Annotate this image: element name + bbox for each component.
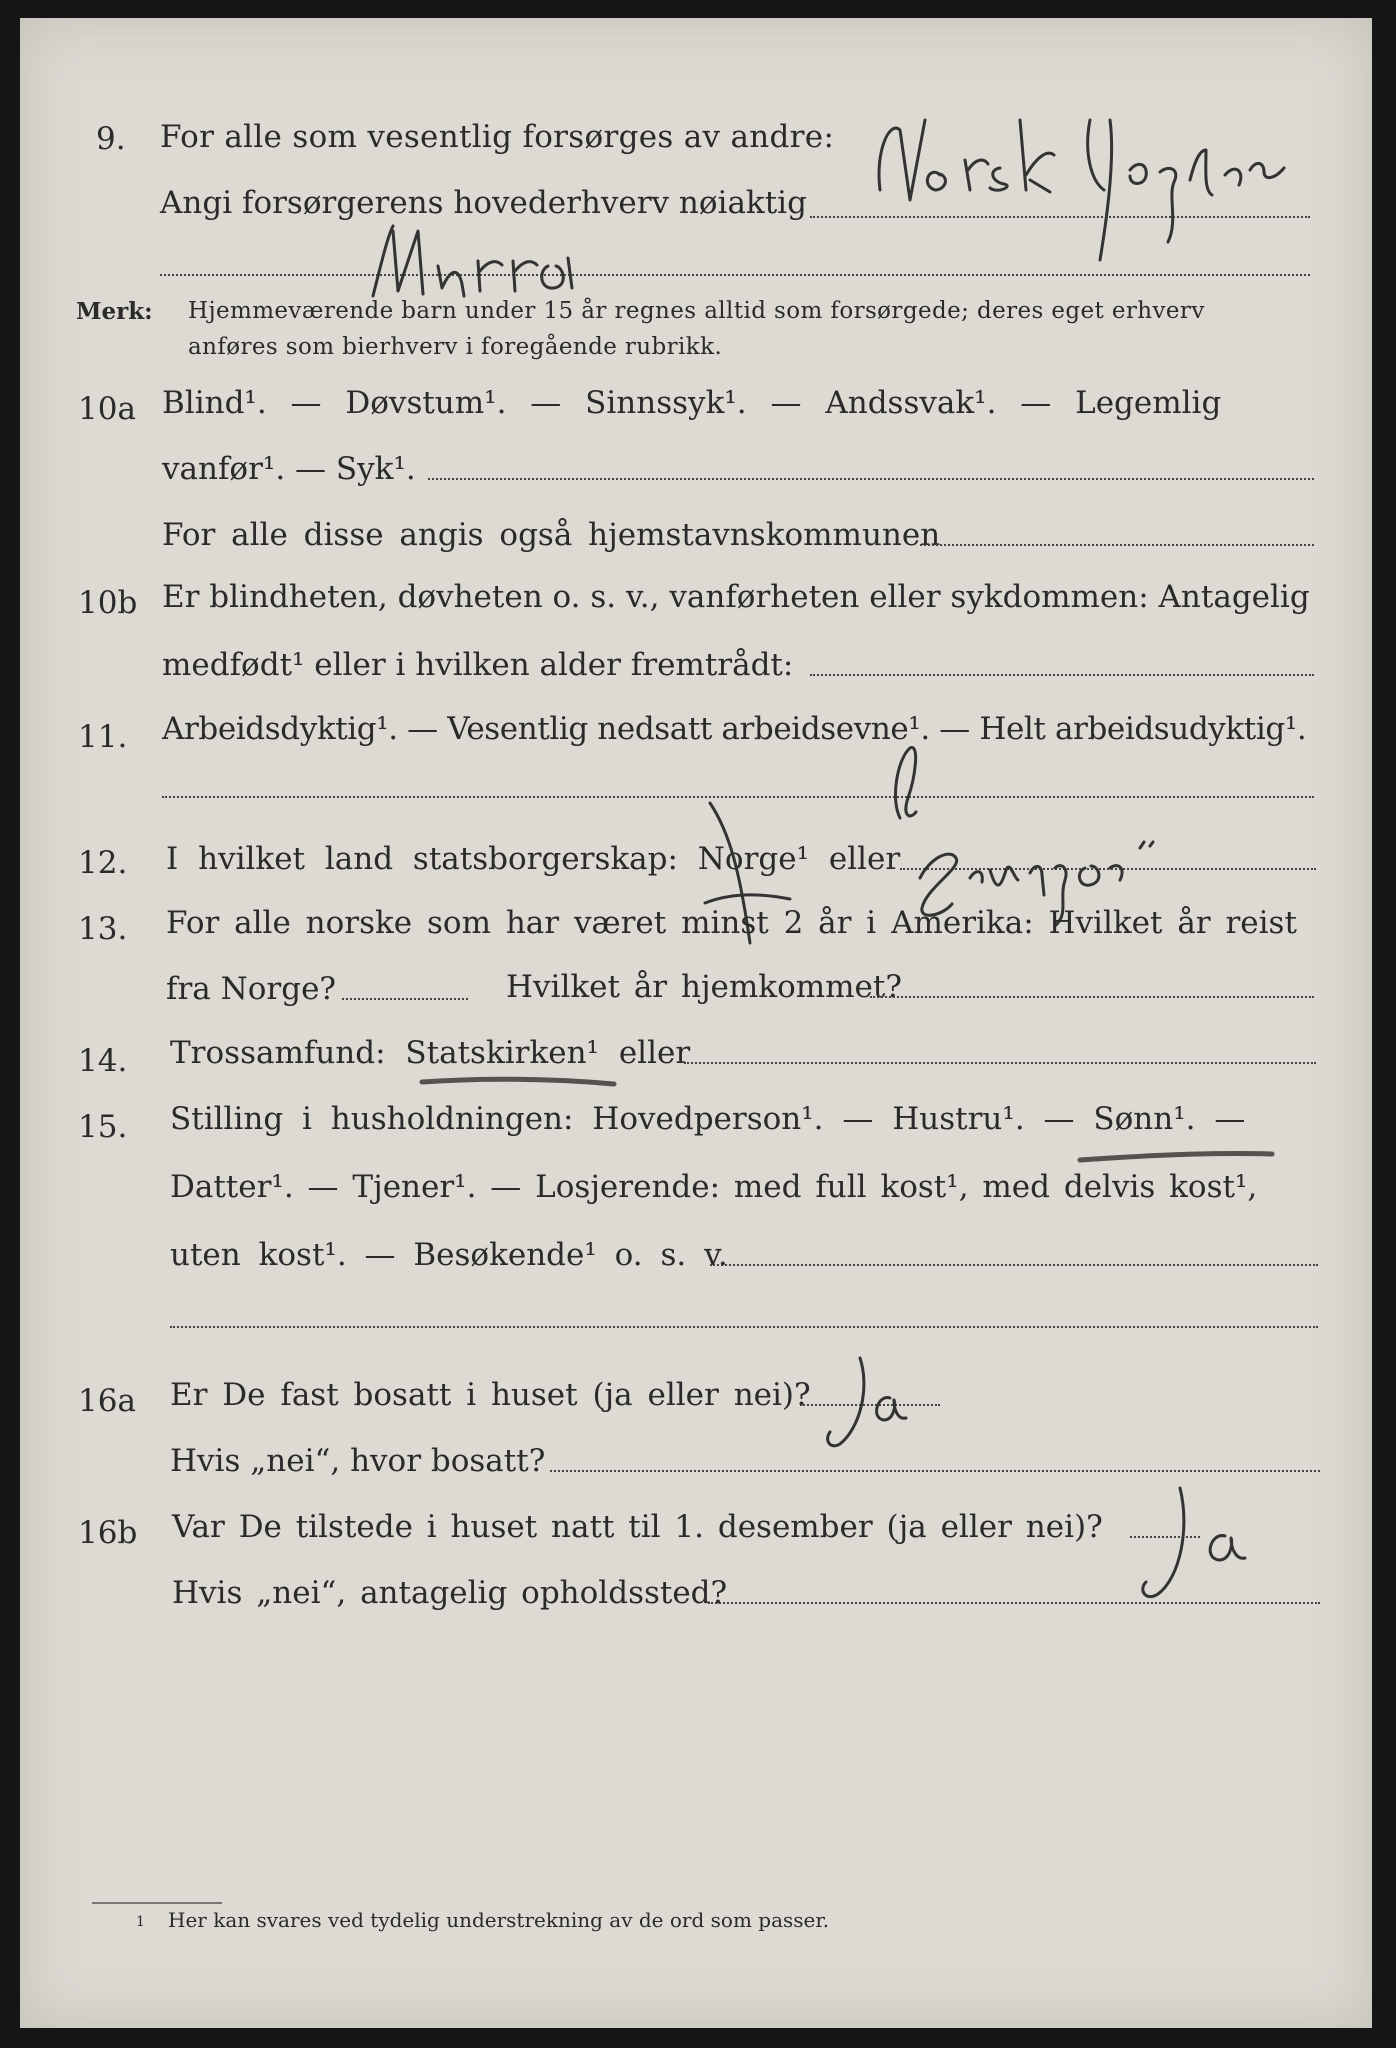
q10a-line-1: Blind¹. — Døvstum¹. — Sinnssyk¹. — Andssvak¹. — Legemlig xyxy=(162,385,1222,421)
merk-line-2: anføres som bierhverv i foregående rubrikk. xyxy=(188,334,723,360)
q10a-line-3: For alle disse angis også hjemstavnskommunen xyxy=(162,517,941,553)
q10a-line-3-dots xyxy=(920,544,1314,546)
q10b-line-2: medfødt¹ eller i hvilken alder fremtrådt: xyxy=(162,647,794,683)
q11-number: 11. xyxy=(78,719,128,755)
footnote-text: Her kan svares ved tydelig understrekning av de ord som passer. xyxy=(168,1908,830,1932)
footnote-mark: 1 xyxy=(136,1914,145,1930)
merk-line-1: Hjemmeværende barn under 15 år regnes alltid som forsørgede; deres eget erhverv xyxy=(188,298,1205,324)
q14-answer-line xyxy=(684,1062,1316,1064)
q16a-number: 16a xyxy=(78,1383,136,1419)
q13-line-1: For alle norske som har været minst 2 år i Amerika: Hvilket år reist xyxy=(166,905,1297,941)
q15-number: 15. xyxy=(78,1109,128,1145)
q15-underline-delvis-kost xyxy=(1076,1148,1276,1168)
q16a-line-2-dots xyxy=(550,1470,1320,1472)
q14-number: 14. xyxy=(78,1043,128,1079)
q16b-number: 16b xyxy=(78,1515,138,1551)
q13-number: 13. xyxy=(78,911,128,947)
q13-reist-dots xyxy=(342,998,468,1000)
q16b-line-2-dots xyxy=(708,1602,1320,1604)
q16a-line-2: Hvis „nei“, hvor bosatt? xyxy=(170,1443,546,1479)
q12-number: 12. xyxy=(78,845,128,881)
footnote-rule xyxy=(92,1902,222,1904)
merk-label: Merk: xyxy=(76,298,153,325)
q10a-line-2: vanfør¹. — Syk¹. xyxy=(162,451,416,487)
q9-answer-line-2 xyxy=(160,274,1310,276)
q14-line-1: Trossamfund: Statskirken¹ eller xyxy=(170,1035,691,1071)
q15-answer-line xyxy=(170,1326,1318,1328)
q9-number: 9. xyxy=(96,121,126,157)
q12-line-1: I hvilket land statsborgerskap: Norge¹ eller xyxy=(166,841,901,877)
q9-line-2: Angi forsørgerens hovederhverv nøiaktig xyxy=(160,185,807,221)
q13-hjemkommet-dots xyxy=(870,996,1314,998)
q10a-number: 10a xyxy=(78,391,136,427)
q15-line-3-dots xyxy=(710,1264,1318,1266)
q13-line-2b: Hvilket år hjemkommet? xyxy=(506,969,902,1005)
census-form-page xyxy=(20,18,1372,2028)
q9-line-1: For alle som vesentlig forsørges av andre: xyxy=(160,119,835,155)
q10a-line-2-dots xyxy=(428,478,1314,480)
q15-line-1: Stilling i husholdningen: Hovedperson¹. — Hustru¹. — Sønn¹. — xyxy=(170,1101,1246,1137)
q15-line-3: uten kost¹. — Besøkende¹ o. s. v. xyxy=(170,1237,728,1273)
q9-handwritten-answer xyxy=(870,80,1330,270)
q14-underline-statskirken xyxy=(418,1072,618,1092)
q16a-handwritten-answer xyxy=(820,1348,930,1458)
q9-handwritten-answer-2 xyxy=(368,216,668,306)
q10b-line-1: Er blindheten, døvheten o. s. v., vanførheten eller sykdommen: Antagelig xyxy=(162,579,1310,615)
q16b-line-1: Var De tilstede i huset natt til 1. desember (ja eller nei)? xyxy=(172,1509,1103,1545)
q10b-line-2-dots xyxy=(810,674,1314,676)
q16a-line-1: Er De fast bosatt i huset (ja eller nei)? xyxy=(170,1377,811,1413)
q13-line-2a: fra Norge? xyxy=(166,971,337,1007)
q16b-line-2: Hvis „nei“, antagelig opholdssted? xyxy=(172,1575,728,1611)
q15-line-2: Datter¹. — Tjener¹. — Losjerende: med full kost¹, med delvis kost¹, xyxy=(170,1169,1258,1205)
q16b-handwritten-answer xyxy=(1130,1478,1270,1608)
q11-line-1: Arbeidsdyktig¹. — Vesentlig nedsatt arbeidsevne¹. — Helt arbeidsudyktig¹. xyxy=(162,711,1307,747)
q10b-number: 10b xyxy=(78,585,138,621)
